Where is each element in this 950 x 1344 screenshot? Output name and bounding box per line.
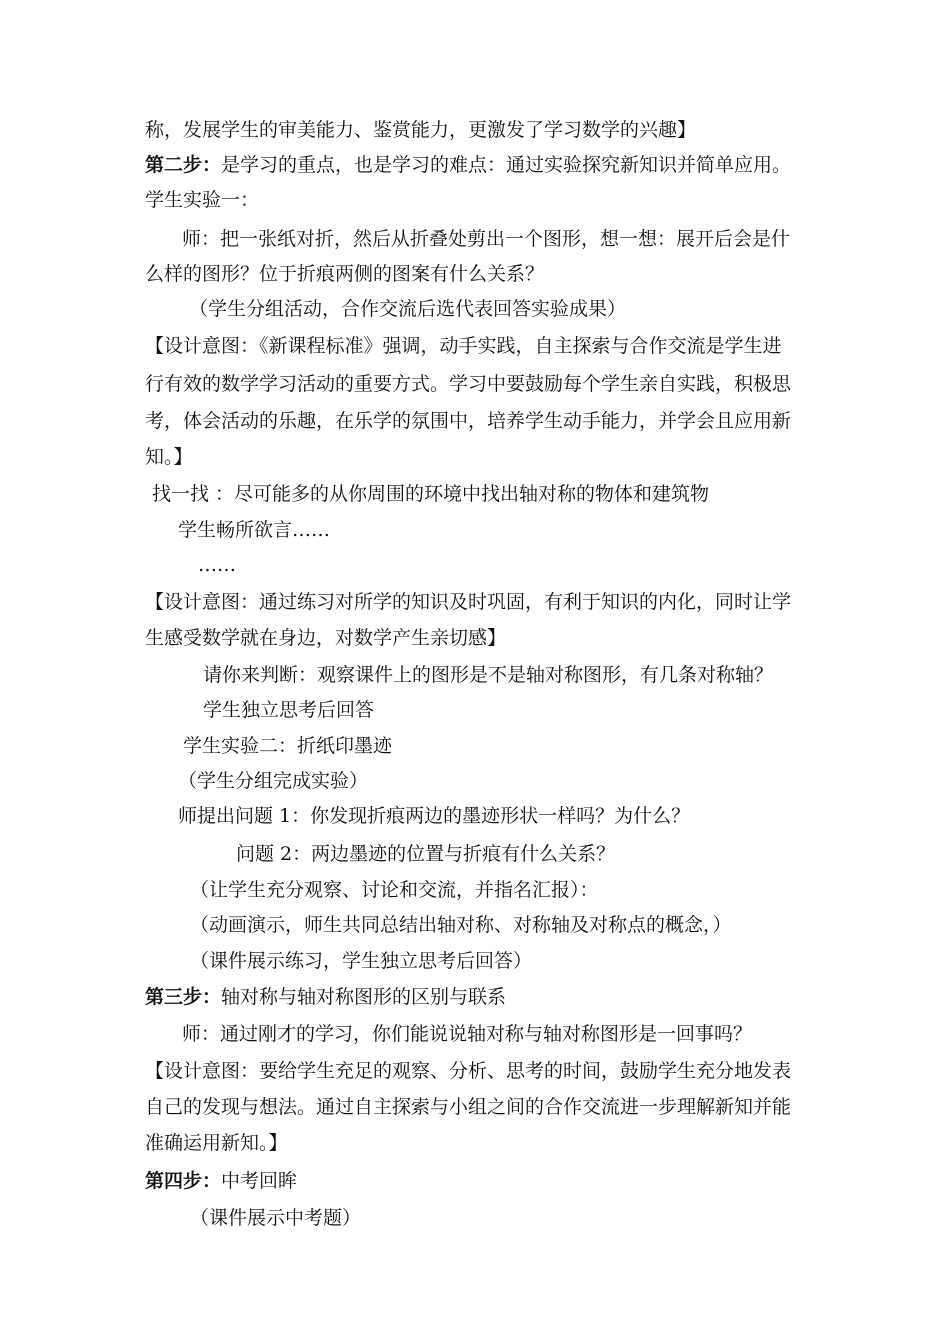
- paragraph-line: [203, 663, 773, 687]
- line-text: 师：把一张纸对折，然后从折叠处剪出一个图形，想一想：展开后会是什: [182, 228, 791, 250]
- paragraph-line: [178, 518, 330, 542]
- line-text: 称，发展学生的审美能力、鉴赏能力，更激发了学习数学的兴趣】: [145, 119, 697, 141]
- paragraph-line: [145, 1131, 288, 1155]
- line-text: 请你来判断：观察课件上的图形是不是轴对称图形，有几条对称轴？: [203, 664, 774, 686]
- line-text: 找一找 ：尽可能多的从你周围的环境中找出轴对称的物体和建筑物: [152, 483, 710, 505]
- step-heading-line: [145, 1169, 297, 1193]
- paragraph-line: [190, 878, 599, 902]
- line-text: 么样的图形？位于折痕两侧的图案有什么关系？: [145, 263, 545, 285]
- step-heading-line: [145, 985, 506, 1009]
- design-intent-line: [145, 334, 782, 358]
- line-text: ……: [198, 554, 236, 576]
- paragraph-line: [145, 372, 791, 396]
- paragraph-line: [145, 262, 544, 286]
- line-text: 行有效的数学学习活动的重要方式。学习中要鼓励每个学生亲自实践，积极思: [145, 373, 792, 395]
- line-text: 【设计意图：《新课程标准》强调，动手实践，自主探索与合作交流是学生进: [145, 335, 782, 357]
- line-text: （学生分组活动，合作交流后选代表回答实验成果）: [189, 298, 627, 320]
- line-text: 师：通过刚才的学习，你们能说说轴对称与轴对称图形是一回事吗？: [182, 1023, 753, 1045]
- paragraph-line: [190, 949, 532, 973]
- line-text: 学生独立思考后回答: [203, 699, 375, 721]
- step-heading-line: [145, 153, 791, 177]
- paragraph-line: [178, 769, 368, 793]
- step-heading: 第四步：: [145, 1170, 222, 1192]
- paragraph-line: [145, 188, 259, 212]
- line-text: 学生实验一：: [145, 189, 260, 211]
- line-text: 自己的发现与想法。通过自主探索与小组之间的合作交流进一步理解新知并能: [145, 1096, 792, 1118]
- paragraph-line: [190, 1206, 361, 1230]
- line-text: （让学生充分观察、讨论和交流，并指名汇报）：: [190, 879, 599, 901]
- line-text: 【设计意图：要给学生充足的观察、分析、思考的时间，鼓励学生充分地发表: [145, 1060, 792, 1082]
- line-text: （动画演示，师生共同总结出轴对称、对称轴及对称点的概念，）: [190, 914, 732, 936]
- line-text: 准确运用新知。】: [145, 1132, 288, 1154]
- paragraph-line: [189, 297, 626, 321]
- paragraph-line: [182, 1022, 752, 1046]
- paragraph-line: [145, 626, 506, 650]
- design-intent-line: [145, 1059, 791, 1083]
- line-text: 中考回眸: [221, 1170, 298, 1192]
- step-heading: 第三步：: [145, 986, 222, 1008]
- paragraph-line: [236, 842, 615, 866]
- line-text: 学生畅所欲言……: [178, 519, 331, 541]
- paragraph-line: [178, 804, 690, 828]
- paragraph-line: [145, 409, 791, 433]
- paragraph-line: [182, 227, 790, 251]
- paragraph-line: [145, 1095, 791, 1119]
- step-heading: 第二步：: [145, 154, 222, 176]
- design-intent-line: [145, 590, 791, 614]
- line-text: 学生实验二：折纸印墨迹: [183, 735, 393, 757]
- line-text: （课件展示中考题）: [190, 1207, 362, 1229]
- paragraph-line: [152, 482, 709, 506]
- line-text: 考，体会活动的乐趣，在乐学的氛围中，培养学生动手能力，并学会且应用新: [145, 410, 792, 432]
- paragraph-line: [145, 445, 193, 469]
- paragraph-line: [145, 118, 696, 142]
- line-text: （学生分组完成实验）: [178, 770, 369, 792]
- paragraph-line: [198, 553, 236, 577]
- line-text: 师提出问题 1：你发现折痕两边的墨迹形状一样吗？为什么？: [178, 805, 691, 827]
- line-text: 生感受数学就在身边，对数学产生亲切感】: [145, 627, 507, 649]
- line-text: 轴对称与轴对称图形的区别与联系: [221, 986, 507, 1008]
- line-text: 知。】: [145, 446, 193, 468]
- paragraph-line: [203, 698, 374, 722]
- line-text: （课件展示练习，学生独立思考后回答）: [190, 950, 533, 972]
- paragraph-line: [183, 734, 392, 758]
- line-text: 【设计意图：通过练习对所学的知识及时巩固，有利于知识的内化，同时让学: [145, 591, 792, 613]
- line-text: 问题 2：两边墨迹的位置与折痕有什么关系？: [236, 843, 616, 865]
- line-text: 是学习的重点，也是学习的难点：通过实验探究新知识并简单应用。: [221, 154, 792, 176]
- paragraph-line: [190, 913, 732, 937]
